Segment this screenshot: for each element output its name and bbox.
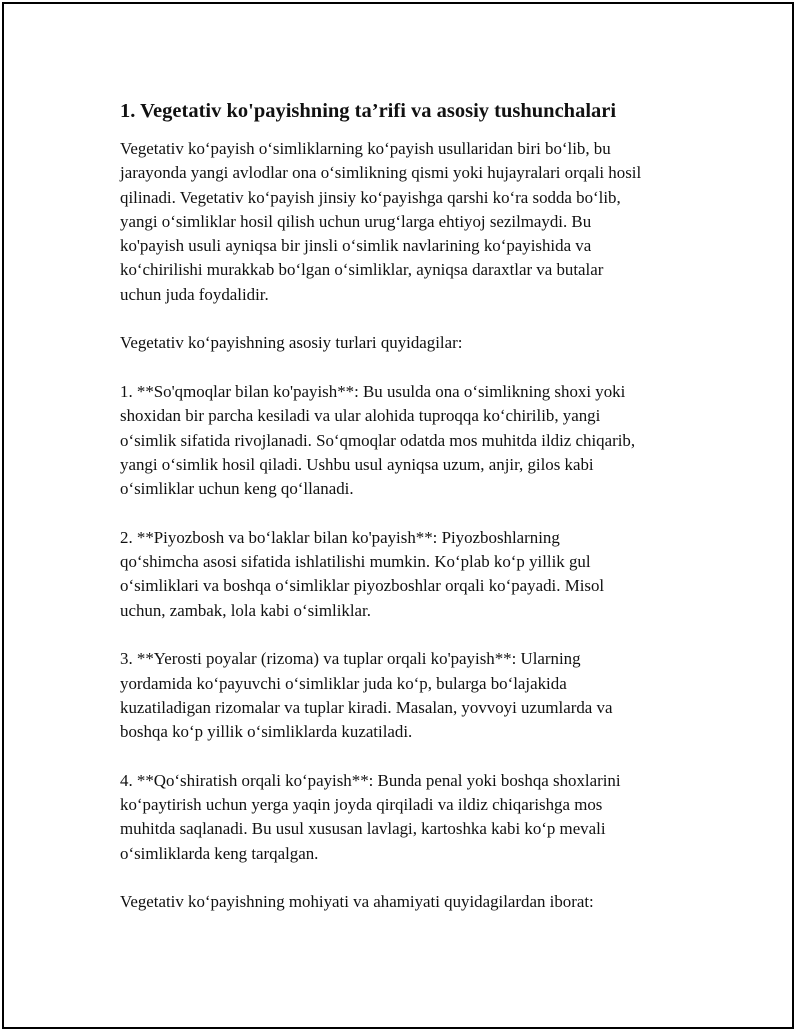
intro-paragraph: Vegetativ koʻpayish oʻsimliklarning koʻpayish usullaridan biri boʻlib, bu jarayonda yangi avlodlar ona oʻsimlikning qismi yoki hujayralari orqali hosil qilinadi. Vegetativ koʻpayish jinsiy koʻpayishga qarshi koʻra sodda boʻlib, yangi oʻsimliklar hosil qilish uchun urugʻlarga ehtiyoj sezilmaydi. Bu ko'payish usuli ayniqsa bir jinsli oʻsimlik navlarining koʻpayishida va koʻchirilishi murakkab boʻlgan oʻsimliklar, ayniqsa daraxtlar va butalar uchun juda foydalidir. — [120, 139, 642, 304]
document-content — [120, 98, 720, 939]
section-heading: 1. Vegetativ ko'payishning ta’rifi va asosiy tushunchalari — [120, 100, 617, 122]
list-item-cuttings: 1. **So'qmoqlar bilan ko'payish**: Bu usulda ona oʻsimlikning shoxi yoki shoxidan bir parcha kesiladi va ular alohida tuproqqa koʻchirilib, yangi oʻsimlik sifatida rivojlanadi. Soʻqmoqlar odatda mos muhitda ildiz chiqarib, yangi oʻsimlik hosil qiladi. Ushbu usul ayniqsa uzum, anjir, gilos kabi oʻsimliklar uchun keng qoʻllanadi. — [120, 381, 636, 499]
list-item-rhizomes: 3. **Yerosti poyalar (rizoma) va tuplar orqali ko'payish**: Ularning yordamida koʻpayuvchi oʻsimliklar juda koʻp, bularga boʻlajakida kuzatiladigan rizomalar va tuplar kiradi. Masalan, yovvoyi uzumlarda va boshqa koʻp yillik oʻsimliklarda kuzatiladi. — [120, 649, 613, 742]
list-item-layering: 4. **Qoʻshiratish orqali koʻpayish**: Bunda penal yoki boshqa shoxlarini koʻpaytirish uchun yerga yaqin joyda qirqiladi va ildiz chiqarishga mos muhitda saqlanadi. Bu usul xususan lavlagi, kartoshka kabi koʻp mevali oʻsimliklarda keng tarqalgan. — [120, 770, 621, 863]
document-page — [2, 2, 794, 1029]
significance-paragraph: Vegetativ koʻpayishning mohiyati va ahamiyati quyidagilardan iborat: — [120, 892, 594, 912]
list-item-bulbs: 2. **Piyozbosh va boʻlaklar bilan ko'payish**: Piyozboshlarning qoʻshimcha asosi sifatida ishlatilishi mumkin. Koʻplab koʻp yillik gul oʻsimliklari va boshqa oʻsimliklar piyozboshlar orqali koʻpayadi. Misol uchun, zambak, lola kabi oʻsimliklar. — [120, 527, 605, 620]
types-intro-paragraph: Vegetativ koʻpayishning asosiy turlari quyidagilar: — [120, 333, 463, 353]
